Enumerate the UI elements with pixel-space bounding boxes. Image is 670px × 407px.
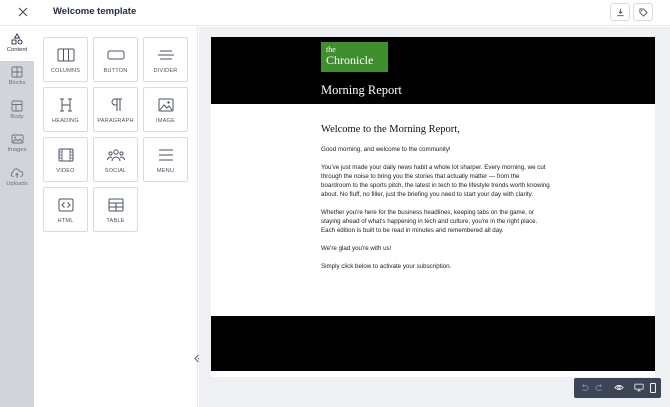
rail-item-label: Body [10, 114, 24, 120]
page-title: Welcome template [53, 6, 137, 17]
footer-banner [211, 316, 655, 371]
tile-table[interactable] [93, 187, 138, 232]
email-body [321, 124, 551, 280]
email-heading: Welcome to the Morning Report, [321, 124, 460, 135]
download-button[interactable] [610, 3, 630, 21]
mobile-view-button[interactable] [646, 381, 659, 394]
tile-label: DIVIDER [153, 68, 178, 74]
tag-icon [639, 8, 648, 17]
image-icon [157, 98, 175, 112]
email-paragraph: Simply click below to activate your subscription. [321, 263, 452, 270]
rail-item-label: Blocks [8, 80, 26, 86]
tile-button[interactable] [93, 37, 138, 82]
tile-label: HEADING [52, 118, 79, 124]
tile-menu[interactable] [143, 137, 188, 182]
tile-social[interactable] [93, 137, 138, 182]
tag-button[interactable] [633, 3, 653, 21]
header-banner [211, 37, 655, 104]
body-layout-icon [11, 100, 23, 112]
close-button[interactable] [15, 4, 31, 20]
tile-image[interactable] [143, 87, 188, 132]
button-icon [107, 48, 125, 62]
divider-icon [157, 48, 175, 62]
tile-label: SOCIAL [104, 168, 127, 174]
email-paragraph: You've just made your daily news habit a whole lot sharper. Every morning, we cut through the noise to bring you the stories that actually matter — from the boardroom to the sports pitch, the latest in tech to the lifestyle trends worth knowing about. No fluff, no filler, just the briefing you need to start your day with clarity. [321, 164, 550, 198]
tile-html[interactable] [43, 187, 88, 232]
table-icon [107, 198, 125, 212]
rail-item-label: Images [7, 147, 27, 153]
blocks-icon [11, 66, 23, 78]
email-paragraph: Good morning, and welcome to the community! [321, 146, 451, 153]
menu-icon [157, 148, 175, 162]
rail-item-content[interactable] [0, 27, 34, 61]
tile-label: COLUMNS [50, 68, 81, 74]
chronicle-logo [321, 42, 388, 72]
editor-rail [0, 27, 34, 407]
undo-button[interactable] [578, 381, 591, 394]
download-icon [616, 8, 625, 17]
desktop-view-button[interactable] [632, 381, 645, 394]
images-icon [11, 133, 24, 145]
editor-canvas [199, 27, 670, 407]
email-preview[interactable] [211, 37, 655, 377]
tile-divider[interactable] [143, 37, 188, 82]
preview-button[interactable] [612, 381, 625, 394]
upload-cloud-icon [10, 167, 24, 179]
tile-label: IMAGE [155, 118, 176, 124]
video-icon [57, 148, 75, 162]
mobile-icon [649, 383, 657, 393]
content-panel [34, 27, 198, 407]
tile-video[interactable] [43, 137, 88, 182]
columns-icon [57, 48, 75, 62]
html-icon [57, 198, 75, 212]
shapes-icon [11, 33, 23, 45]
tile-paragraph[interactable] [93, 87, 138, 132]
rail-item-label: Content [6, 47, 28, 53]
email-paragraph: Whether you're here for the business headlines, keeping tabs on the game, or staying ahead of what's happening in tech and culture, you're in the right place. Each edition is built to be read in minutes and remembered all day. [321, 209, 538, 234]
tile-label: HTML [57, 218, 74, 224]
undo-icon [580, 383, 589, 392]
email-paragraph: We're glad you're with us! [321, 245, 392, 252]
desktop-icon [634, 383, 644, 392]
preview-eye-icon [614, 383, 624, 392]
rail-item-images[interactable] [0, 127, 34, 161]
tile-heading[interactable] [43, 87, 88, 132]
heading-icon [57, 98, 75, 112]
logo-name-text: Chronicle [326, 53, 374, 67]
banner-title: Morning Report [321, 83, 402, 97]
tile-label: MENU [156, 168, 175, 174]
canvas-toolbar [574, 378, 661, 398]
logo-the-text: the [326, 45, 336, 54]
tile-label: TABLE [106, 218, 125, 224]
rail-item-blocks[interactable] [0, 60, 34, 94]
tile-label: PARAGRAPH [97, 118, 134, 124]
social-icon [107, 148, 125, 162]
rail-item-label: Uploads [6, 181, 28, 187]
close-icon [18, 7, 28, 17]
redo-button[interactable] [593, 381, 606, 394]
top-bar [0, 0, 670, 26]
tile-label: VIDEO [56, 168, 75, 174]
tile-columns[interactable] [43, 37, 88, 82]
rail-item-body[interactable] [0, 94, 34, 128]
paragraph-icon [107, 98, 125, 112]
tile-label: BUTTON [103, 68, 128, 74]
redo-icon [595, 383, 604, 392]
rail-item-uploads[interactable] [0, 161, 34, 195]
